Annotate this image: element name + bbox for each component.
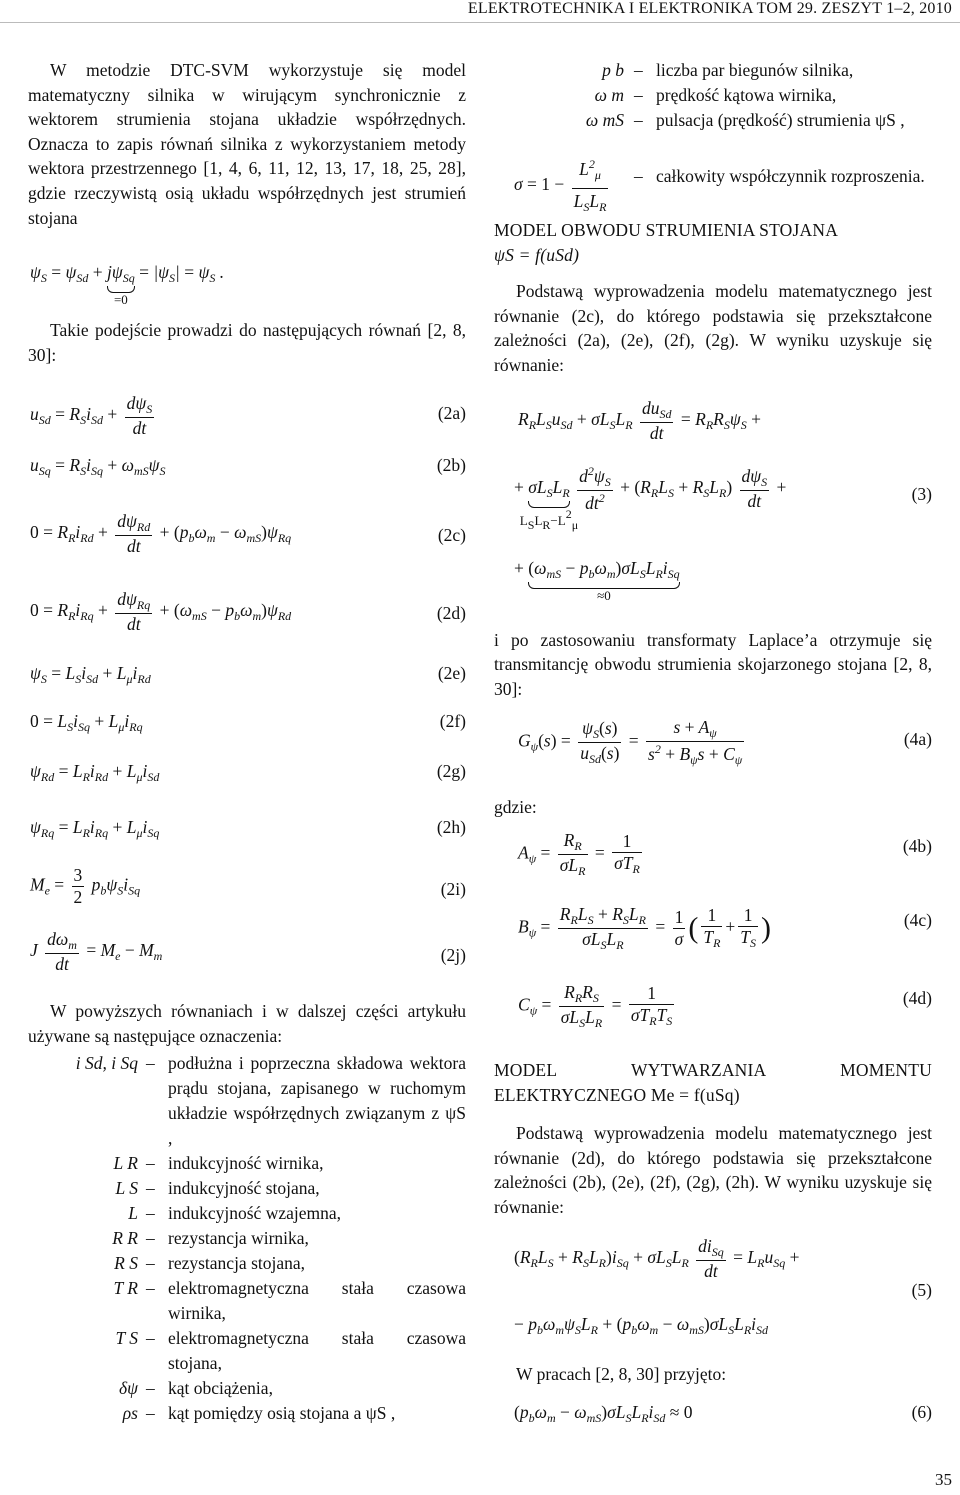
running-header [0, 0, 960, 23]
eqno-2h: (2h) [436, 817, 466, 838]
eqno-6: (6) [911, 1402, 932, 1423]
equation-2f: $0 = L_Si_{Sq} + L_\mu i_{Rq}$ (2f) [30, 711, 466, 735]
definition-text: rezystancja stojana, [168, 1252, 306, 1273]
equation-4d: $C_\psi$ = $\frac{R_RR_S}{\sigma L_SL_R}$ = $\frac{1}{\sigma T_RT_S}$ (4d) [518, 981, 932, 1030]
eqno-5: (5) [911, 1279, 932, 1300]
definition-text: pulsacja (prędkość) strumienia ψS , [656, 110, 905, 130]
equation-2g: $\psi_{Rd} = L_Ri_{Rd} + L_\mu i_{Sd}$ (2g) [30, 761, 466, 785]
assumed-text: W pracach [2, 8, 30] przyjęto: [516, 1363, 727, 1384]
torque-paragraph: Podstawą wyprowadzenia modelu matematycznego jest równanie (2d), do którego podstawia się przekształcone zależności (2b), (2e), (2f), (2g), (2h). W wyniku uzyskuje się równanie: [494, 1123, 932, 1217]
notation-list-continued [494, 58, 932, 214]
definition-text: rezystancja wirnika, [168, 1227, 309, 1248]
definition-symbol: p b [602, 60, 624, 80]
definition-text: kąt pomiędzy osią stojana a ψS , [168, 1402, 396, 1423]
definition-symbol: T S [115, 1327, 138, 1348]
eqno-2j: (2j) [440, 945, 466, 966]
equation-2i: $M_e$ = $\frac{3}{2}$ $p_b\psi_Si_{Sq}$ (2i) [30, 865, 466, 908]
equation-2h: $\psi_{Rq} = L_Ri_{Rq} + L_\mu i_{Sq}$ (2h) [30, 817, 466, 841]
left-column [28, 58, 466, 1426]
definition-symbol: R R [112, 1227, 138, 1248]
equation-4a: $G_\psi(s)$ = $\frac{\psi_S(s)}{u_{Sd}(s)}$ = $\frac{s + A_\psi}{s^2 + B_\psi s + C_\psi}$ (4a) [518, 717, 932, 768]
definition-row: T R – elektromagnetyczna stała czasowa wirnika, [28, 1276, 466, 1326]
eqno-3: (3) [911, 483, 932, 504]
definition-row: ρs – kąt pomiędzy osią stojana a ψS , [28, 1401, 466, 1426]
definition-text: elektromagnetyczna stała czasowa wirnika, [168, 1277, 466, 1323]
right-column [494, 58, 932, 1438]
equation-psi-s: $\psi_S = \psi_{Sd} + j\psi_{Sq}$ =0 = $|\psi_S| = \psi_S$ . [30, 262, 225, 308]
definition-row-sigma: σ = 1 − $\frac{L^2_\mu}{L_SL_R}$ – całkowity współczynnik rozproszenia. [494, 144, 932, 204]
definition-symbol: L S [115, 1177, 138, 1198]
definition-symbol: ρs [122, 1402, 138, 1423]
eqno-4d: (4d) [902, 987, 932, 1008]
heading-flux-formula: ψS = f(uSd) [494, 244, 580, 265]
equation-2a: $u_{Sd} = R_Si_{Sd}$ + $\frac{d\psi_S}{dt}$ (2a) [30, 393, 466, 439]
definition-symbol: σ [514, 174, 523, 195]
gdzie-label: gdzie: [494, 797, 537, 818]
definition-text: indukcyjność wzajemna, [168, 1202, 342, 1223]
equation-2c: $0 = R_Ri_{Rd}$ + $\frac{d\psi_{Rd}}{dt}$ + $(p_b\omega_m - \omega_{mS})\psi_{Rq}$ (2c) [30, 511, 466, 557]
definition-row: ω mS – pulsacja (prędkość) strumienia ψS , [494, 108, 932, 144]
definition-row: T S – elektromagnetyczna stała czasowa stojana, [28, 1326, 466, 1376]
definition-row: L – indukcyjność wzajemna, [28, 1201, 466, 1226]
definition-symbol: i Sd, i Sq [75, 1052, 138, 1073]
heading-flux: MODEL OBWODU STRUMIENIA STOJANA [494, 220, 839, 240]
definition-row: L S – indukcyjność stojana, [28, 1176, 466, 1201]
definition-symbol: L [128, 1202, 138, 1223]
definition-symbol: T R [113, 1277, 138, 1298]
equation-2e: $\psi_S = L_Si_{Sd} + L_\mu i_{Rd}$ (2e) [30, 663, 466, 687]
definition-text: kąt obciążenia, [168, 1377, 273, 1398]
definition-symbol: δψ [118, 1377, 138, 1398]
definition-text: prędkość kątowa wirnika, [656, 85, 837, 105]
equation-6: $(p_b\omega_m - \omega_{mS})\sigma L_SL_Ri_{Sd} \approx 0$ (6) [514, 1402, 932, 1426]
page-number: 35 [935, 1470, 952, 1489]
eqno-4c: (4c) [903, 909, 932, 930]
definition-text: indukcyjność stojana, [168, 1177, 320, 1198]
definition-row: i Sd, i Sq – podłużna i poprzeczna składowa wektora prądu stojana, zapisanego w ruchomym układzie współrzędnych związanym z ψS , [28, 1051, 466, 1151]
eqno-2g: (2g) [436, 761, 466, 782]
equation-2j: J $\frac{d\omega_m}{dt}$ = $M_e - M_m$ (2j) [30, 929, 466, 975]
eqno-4b: (4b) [902, 835, 932, 856]
eqno-4a: (4a) [903, 729, 932, 750]
definition-symbol: ω mS [585, 110, 624, 130]
definition-text: całkowity współczynnik rozproszenia. [656, 166, 925, 186]
definition-symbol: R S [114, 1252, 138, 1273]
laplace-paragraph: i po zastosowaniu transformaty Laplace’a otrzymuje się transmitancję obwodu strumienia skojarzonego stojana [2, 8, 30]: [494, 629, 932, 699]
definition-text: podłużna i poprzeczna składowa wektora prądu stojana, zapisanego w ruchomym układzie współrzędnych związanym z ψS , [168, 1052, 466, 1148]
approach-paragraph: Takie podejście prowadzi do następujących równań [2, 8, 30]: [28, 320, 466, 365]
notation-intro: W powyższych równaniach i w dalszej części artykułu używane są następujące oznaczenia: [28, 1001, 466, 1046]
definition-symbol: ω m [594, 85, 624, 105]
definition-text: liczba par biegunów silnika, [656, 60, 854, 80]
running-title: ELEKTROTECHNIKA I ELEKTRONIKA TOM 29. ZESZYT 1–2, 2010 [467, 0, 952, 17]
heading-flux-model [494, 218, 932, 267]
eqno-2e: (2e) [437, 663, 466, 684]
definition-row: p b – liczba par biegunów silnika, [494, 58, 932, 83]
definition-text: indukcyjność wirnika, [168, 1152, 324, 1173]
eqno-2b: (2b) [436, 455, 466, 476]
definition-row: δψ – kąt obciążenia, [28, 1376, 466, 1401]
equation-4b: $A_\psi$ = $\frac{R_R}{\sigma L_R}$ = $\frac{1}{\sigma T_R}$ (4b) [518, 829, 932, 878]
equation-5: $(R_RL_S + R_SL_R)i_{Sq} + \sigma L_SL_R$ $\frac{di_{Sq}}{dt}$ = $L_Ru_{Sq}$ + (5) − $p_b\omega_m\psi_SL_R + (p_b\omega_m - \omega_{mS})\sigma L_SL_Ri_{Sd}$ [514, 1235, 932, 1337]
eqno-2f: (2f) [439, 711, 466, 732]
eqno-2d: (2d) [436, 603, 466, 624]
equation-2b: $u_{Sq} = R_Si_{Sq} + \omega_{mS}\psi_S$ (2b) [30, 455, 466, 479]
flux-paragraph: Podstawą wyprowadzenia modelu matematycznego jest równanie (2c), do którego podstawia się przekształcone zależności (2a), (2e), (2f), (2g). W wyniku uzyskuje się równanie: [494, 281, 932, 375]
definition-row: ω m – prędkość kątowa wirnika, [494, 83, 932, 108]
eqno-2i: (2i) [440, 879, 466, 900]
equation-3: $R_RL_Su_{Sd} + \sigma L_SL_R$ $\frac{du_{Sd}}{dt}$ = $R_RR_S\psi_S$ + + $\sigma L_SL_R$ $L_SL_R-L^2_\mu$ $\frac{d^2\psi_S}{dt^2}$ + $(R_RL_S + R_SL_R)$ $\frac{d\psi_S}{dt}$ + (3) + $(\omega_{mS} - p_b\omega_m)\sigma L_SL_Ri_{Sq}$ ≈0 [514, 397, 932, 603]
definition-row: L R – indukcyjność wirnika, [28, 1151, 466, 1176]
definition-row: R S – rezystancja stojana, [28, 1251, 466, 1276]
definition-row: R R – rezystancja wirnika, [28, 1226, 466, 1251]
definition-symbol: L R [113, 1152, 138, 1173]
heading-torque: MODEL WYTWARZANIA MOMENTU ELEKTRYCZNEGO Me = f(uSq) [494, 1059, 932, 1105]
eqno-2c: (2c) [437, 525, 466, 546]
equation-2d: $0 = R_Ri_{Rq}$ + $\frac{d\psi_{Rq}}{dt}$ + $(\omega_{mS} - p_b\omega_m)\psi_{Rd}$ (2d) [30, 589, 466, 635]
definition-text: elektromagnetyczna stała czasowa stojana, [168, 1327, 466, 1373]
notation-list [28, 1051, 466, 1426]
eqno-2a: (2a) [437, 403, 466, 424]
intro-paragraph: W metodzie DTC-SVM wykorzystuje się model matematyczny silnika w wirującym synchronicznie z wektorem strumienia stojana układzie współrzędnych. Oznacza to zapis równań silnika z wykorzystaniem metody wektora przestrzennego [1, 4, 6, 11, 12, 13, 17, 18, 25, 28], gdzie rzeczywistą osią układu współrzędnych jest strumień stojana [28, 60, 466, 228]
equation-4c: $B_\psi$ = $\frac{R_RL_S + R_SL_R}{\sigma L_SL_R}$ = $\frac{1}{\sigma}$ ( $\frac{1}{T_R}$ + $\frac{1}{T_S}$ ) (4c) [518, 903, 932, 952]
